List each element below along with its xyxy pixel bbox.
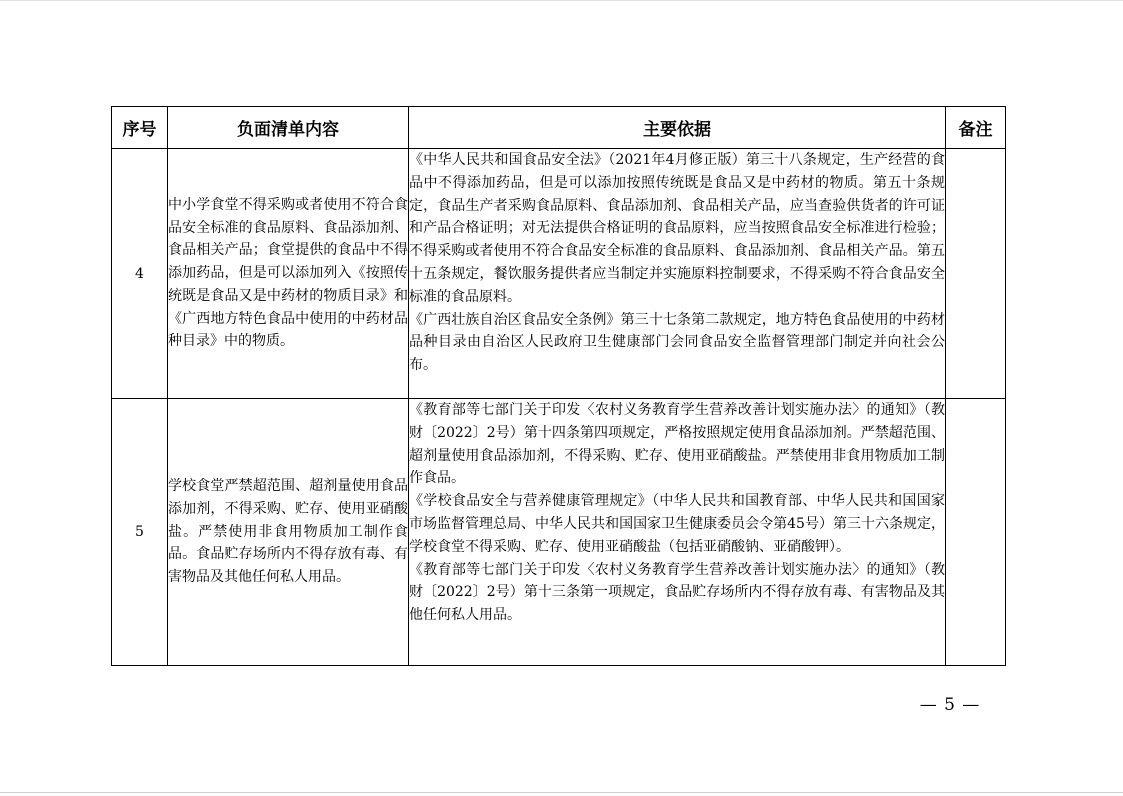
basis-paragraph: 《学校食品安全与营养健康管理规定》（中华人民共和国教育部、中华人民共和国国家市场监督管理总局、中华人民共和国国家卫生健康委员会令第45号）第三十六条规定，学校食堂不得采购、贮存、使用亚硝酸盐（包括亚硝酸钠、亚硝酸钾）。	[409, 493, 945, 555]
header-no: 序号	[112, 107, 168, 149]
row-number: 4	[112, 149, 168, 399]
header-basis: 主要依据	[409, 107, 946, 149]
basis-cell	[409, 399, 946, 666]
basis-paragraph: 《中华人民共和国食品安全法》（2021年4月修正版）第三十八条规定，生产经营的食品中不得添加药品，但是可以添加按照传统既是食品又是中药材的物质。第五十条规定，食品生产者采购食品原料、食品添加剂、食品相关产品，应当查验供货者的许可证和产品合格证明；对无法提供合格证明的食品原料，应当按照食品安全标准进行检验；不得采购或者使用不符合食品安全标准的食品原料、食品添加剂、食品相关产品。第五十五条规定，餐饮服务提供者应当制定并实施原料控制要求，不得采购不符合食品安全标准的食品原料。	[409, 152, 945, 305]
bottom-rule	[0, 792, 1123, 793]
basis-cell	[409, 149, 946, 399]
note-cell	[946, 149, 1006, 399]
note-cell	[946, 399, 1006, 666]
top-rule	[0, 0, 1123, 1]
table-row	[112, 149, 1006, 399]
basis-paragraph: 《教育部等七部门关于印发〈农村义务教育学生营养改善计划实施办法〉的通知》（教财〔2022〕2号）第十三条第一项规定，食品贮存场所内不得存放有毒、有害物品及其他任何私人用品。	[409, 561, 945, 624]
basis-paragraph: 《广西壮族自治区食品安全条例》第三十七条第二款规定，地方特色食品使用的中药材品种目录由自治区人民政府卫生健康部门会同食品安全监督管理部门制定并向社会公布。	[409, 311, 945, 374]
basis-paragraph: 《教育部等七部门关于印发〈农村义务教育学生营养改善计划实施办法〉的通知》（教财〔2022〕2号）第十四条第四项规定，严格按照规定使用食品添加剂。严禁超范围、超剂量使用食品添加剂，不得采购、贮存、使用亚硝酸盐。严禁使用非食用物质加工制作食品。	[409, 402, 945, 487]
header-note: 备注	[946, 107, 1006, 149]
table-header-row	[112, 107, 1006, 149]
row-number: 5	[112, 399, 168, 666]
header-content: 负面清单内容	[168, 107, 409, 149]
list-content: 中小学食堂不得采购或者使用不符合食品安全标准的食品原料、食品添加剂、食品相关产品；食堂提供的食品中不得添加药品，但是可以添加列入《按照传统既是食品又是中药材的物质目录》和《广西地方特色食品中使用的中药材品种目录》中的物质。	[168, 149, 409, 399]
page-number: — 5 —	[919, 695, 981, 715]
table-row	[112, 399, 1006, 666]
list-content: 学校食堂严禁超范围、超剂量使用食品添加剂，不得采购、贮存、使用亚硝酸盐。严禁使用非食用物质加工制作食品。食品贮存场所内不得存放有毒、有害物品及其他任何私人用品。	[168, 399, 409, 666]
negative-list-table	[111, 106, 1006, 666]
